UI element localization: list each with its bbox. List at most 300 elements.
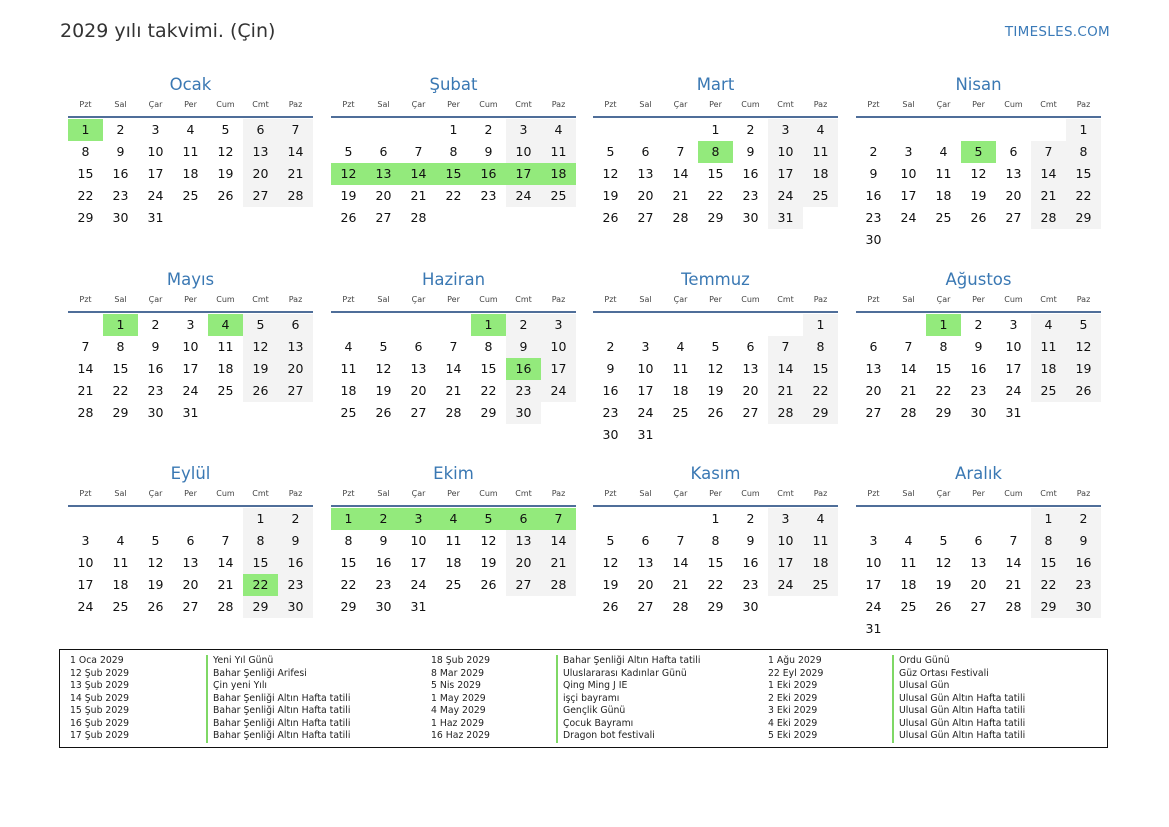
day-cell: 11 <box>182 144 199 159</box>
holiday-date: 22 Eyl 2029 <box>768 667 824 679</box>
day-cell: 28 <box>672 599 689 614</box>
day-cell: 11 <box>900 555 917 570</box>
weekday-label: Çar <box>936 100 951 109</box>
day-cell: 2 <box>869 144 878 159</box>
day-cell: 27 <box>243 185 278 207</box>
day-cell: 9 <box>151 339 160 354</box>
holiday-day-cell: 2 <box>366 508 401 530</box>
day-cell: 12 <box>243 336 278 358</box>
weekday-label: Pzt <box>342 100 355 109</box>
legend-name-column <box>206 655 350 743</box>
weekday-label: Sal <box>639 100 652 109</box>
day-cell: 23 <box>147 383 164 398</box>
day-cell: 16 <box>1066 552 1101 574</box>
day-cell: 25 <box>217 383 234 398</box>
holiday-legend <box>59 649 1108 748</box>
day-cell: 25 <box>445 577 462 592</box>
holiday-day-cell: 6 <box>506 508 541 530</box>
weekday-label: Pzt <box>604 100 617 109</box>
day-cell: 6 <box>278 314 313 336</box>
empty-cell <box>663 508 698 530</box>
day-cell: 14 <box>1005 555 1022 570</box>
empty-cell <box>996 119 1031 141</box>
holiday-name: Bahar Şenliği Altın Hafta tatili <box>206 718 350 731</box>
weekday-label: Paz <box>1076 295 1091 304</box>
day-cell: 12 <box>970 166 987 181</box>
day-cell: 14 <box>900 361 917 376</box>
weekday-label: Cmt <box>777 489 794 498</box>
day-cell: 15 <box>480 361 497 376</box>
day-cell: 1 <box>711 122 720 137</box>
month-name: Haziran <box>421 270 486 289</box>
day-cell: 17 <box>541 358 576 380</box>
day-cell: 15 <box>1066 163 1101 185</box>
day-cell: 26 <box>707 405 724 420</box>
day-cell: 18 <box>803 163 838 185</box>
day-cell: 25 <box>340 405 357 420</box>
holiday-name: Bahar Şenliği Altın Hafta tatili <box>206 693 350 706</box>
holiday-day-cell: 5 <box>471 508 506 530</box>
month-3 <box>593 74 838 229</box>
weekday-label: Sal <box>639 489 652 498</box>
day-cell: 11 <box>1031 336 1066 358</box>
month-name: Ağustos <box>945 270 1012 289</box>
weekday-label: Per <box>447 489 460 498</box>
day-cell: 17 <box>1005 361 1022 376</box>
day-cell: 24 <box>1005 383 1022 398</box>
holiday-date: 17 Şub 2029 <box>70 730 130 741</box>
month-name: Şubat <box>429 75 478 94</box>
day-cell: 3 <box>768 508 803 530</box>
day-cell: 27 <box>506 574 541 596</box>
day-cell: 4 <box>676 339 685 354</box>
day-cell: 1 <box>803 314 838 336</box>
day-cell: 27 <box>182 599 199 614</box>
empty-cell <box>68 508 103 530</box>
day-cell: 9 <box>1066 530 1101 552</box>
day-cell: 28 <box>77 405 94 420</box>
weekday-label: Pzt <box>604 295 617 304</box>
day-cell: 23 <box>742 577 759 592</box>
weekday-label: Cum <box>216 489 235 498</box>
day-cell: 5 <box>939 533 948 548</box>
day-cell: 16 <box>112 166 129 181</box>
empty-cell <box>628 314 663 336</box>
day-cell: 11 <box>541 141 576 163</box>
empty-cell <box>401 119 436 141</box>
day-cell: 29 <box>480 405 497 420</box>
day-cell: 26 <box>147 599 164 614</box>
weekday-label: Cmt <box>515 489 532 498</box>
empty-cell <box>891 314 926 336</box>
legend-name-column <box>556 655 700 743</box>
day-cell: 3 <box>186 317 195 332</box>
weekday-header <box>68 293 313 313</box>
day-cell: 31 <box>768 207 803 229</box>
day-cell: 24 <box>147 188 164 203</box>
day-grid <box>856 119 1101 251</box>
day-cell: 9 <box>506 336 541 358</box>
weekday-label: Sal <box>114 100 127 109</box>
day-cell: 4 <box>939 144 948 159</box>
day-cell: 19 <box>1066 358 1101 380</box>
day-cell: 25 <box>541 185 576 207</box>
day-cell: 25 <box>803 185 838 207</box>
day-cell: 27 <box>742 405 759 420</box>
day-cell: 11 <box>672 361 689 376</box>
day-cell: 31 <box>637 427 654 442</box>
holiday-date: 15 Şub 2029 <box>70 705 130 716</box>
day-cell: 17 <box>768 163 803 185</box>
day-cell: 13 <box>278 336 313 358</box>
weekday-header <box>856 487 1101 507</box>
day-cell: 6 <box>414 339 423 354</box>
weekday-header <box>68 487 313 507</box>
month-10 <box>331 463 576 618</box>
day-cell: 22 <box>480 383 497 398</box>
empty-cell <box>1031 119 1066 141</box>
day-cell: 18 <box>1031 358 1066 380</box>
weekday-label: Per <box>184 489 197 498</box>
holiday-date: 5 Nis 2029 <box>431 680 481 691</box>
day-cell: 19 <box>935 577 952 592</box>
holiday-day-cell: 7 <box>541 508 576 530</box>
day-cell: 8 <box>939 339 948 354</box>
day-cell: 14 <box>217 555 234 570</box>
empty-cell <box>733 314 768 336</box>
day-cell: 16 <box>602 383 619 398</box>
day-cell: 3 <box>151 122 160 137</box>
weekday-label: Per <box>447 100 460 109</box>
day-cell: 9 <box>869 166 878 181</box>
empty-cell <box>628 508 663 530</box>
day-cell: 5 <box>243 314 278 336</box>
day-cell: 8 <box>81 144 90 159</box>
holiday-day-cell: 14 <box>401 163 436 185</box>
holiday-name: Uluslararası Kadınlar Günü <box>556 668 700 681</box>
day-cell: 18 <box>182 166 199 181</box>
day-cell: 2 <box>606 339 615 354</box>
weekday-label: Cum <box>479 100 498 109</box>
empty-cell <box>996 508 1031 530</box>
empty-cell <box>856 119 891 141</box>
day-cell: 23 <box>1066 574 1101 596</box>
weekday-header <box>68 98 313 118</box>
day-cell: 16 <box>375 555 392 570</box>
weekday-label: Cum <box>1004 489 1023 498</box>
holiday-day-cell: 16 <box>471 163 506 185</box>
month-6 <box>331 269 576 424</box>
empty-cell <box>208 508 243 530</box>
day-cell: 19 <box>340 188 357 203</box>
holiday-date: 8 Mar 2029 <box>431 667 485 679</box>
day-cell: 10 <box>865 555 882 570</box>
day-cell: 7 <box>221 533 230 548</box>
day-cell: 26 <box>217 188 234 203</box>
holiday-date: 18 Şub 2029 <box>431 655 491 666</box>
day-cell: 2 <box>974 317 983 332</box>
day-cell: 17 <box>77 577 94 592</box>
day-cell: 8 <box>243 530 278 552</box>
weekday-label: Çar <box>673 100 688 109</box>
empty-cell <box>698 314 733 336</box>
month-name: Ekim <box>433 464 474 483</box>
day-cell: 20 <box>410 383 427 398</box>
holiday-date: 4 May 2029 <box>431 705 486 716</box>
day-cell: 29 <box>1066 207 1101 229</box>
day-cell: 10 <box>541 336 576 358</box>
day-cell: 4 <box>344 339 353 354</box>
day-cell: 5 <box>379 339 388 354</box>
day-cell: 28 <box>410 210 427 225</box>
day-cell: 30 <box>112 210 129 225</box>
day-cell: 20 <box>182 577 199 592</box>
day-cell: 7 <box>278 119 313 141</box>
day-cell: 18 <box>935 188 952 203</box>
holiday-name: Bahar Şenliği Altın Hafta tatili <box>206 705 350 718</box>
holiday-date: 4 Eki 2029 <box>768 717 818 729</box>
day-cell: 13 <box>742 361 759 376</box>
holiday-date: 1 May 2029 <box>431 692 486 704</box>
day-cell: 30 <box>375 599 392 614</box>
day-cell: 7 <box>676 144 685 159</box>
day-cell: 14 <box>77 361 94 376</box>
weekday-label: Per <box>709 489 722 498</box>
weekday-label: Çar <box>411 489 426 498</box>
day-cell: 28 <box>672 210 689 225</box>
day-cell: 29 <box>77 210 94 225</box>
day-cell: 6 <box>641 533 650 548</box>
weekday-label: Paz <box>1076 100 1091 109</box>
holiday-day-cell: 1 <box>68 119 103 141</box>
day-cell: 25 <box>182 188 199 203</box>
day-cell: 10 <box>506 141 541 163</box>
weekday-label: Sal <box>377 295 390 304</box>
weekday-label: Pzt <box>867 295 880 304</box>
day-cell: 23 <box>742 188 759 203</box>
day-cell: 6 <box>1009 144 1018 159</box>
month-name: Ocak <box>169 75 212 94</box>
day-cell: 23 <box>602 405 619 420</box>
legend-date-column <box>70 655 129 743</box>
day-cell: 22 <box>1031 574 1066 596</box>
day-cell: 29 <box>803 402 838 424</box>
day-cell: 11 <box>445 533 462 548</box>
day-cell: 13 <box>182 555 199 570</box>
day-cell: 24 <box>768 185 803 207</box>
day-cell: 13 <box>243 141 278 163</box>
empty-cell <box>961 508 996 530</box>
day-cell: 23 <box>970 383 987 398</box>
day-grid <box>68 314 313 424</box>
day-cell: 21 <box>77 383 94 398</box>
day-cell: 21 <box>1005 577 1022 592</box>
day-cell: 24 <box>637 405 654 420</box>
holiday-day-cell: 8 <box>698 141 733 163</box>
day-cell: 20 <box>742 383 759 398</box>
day-cell: 21 <box>217 577 234 592</box>
day-cell: 16 <box>970 361 987 376</box>
day-cell: 14 <box>672 166 689 181</box>
weekday-label: Cmt <box>252 100 269 109</box>
day-cell: 12 <box>147 555 164 570</box>
holiday-day-cell: 16 <box>506 358 541 380</box>
day-cell: 2 <box>746 122 755 137</box>
day-cell: 20 <box>375 188 392 203</box>
day-cell: 6 <box>379 144 388 159</box>
holiday-day-cell: 15 <box>436 163 471 185</box>
day-cell: 29 <box>112 405 129 420</box>
day-cell: 15 <box>243 552 278 574</box>
day-cell: 28 <box>445 405 462 420</box>
day-cell: 26 <box>602 599 619 614</box>
day-cell: 23 <box>480 188 497 203</box>
day-cell: 21 <box>900 383 917 398</box>
day-cell: 8 <box>116 339 125 354</box>
weekday-label: Pzt <box>342 489 355 498</box>
weekday-header <box>331 98 576 118</box>
weekday-label: Çar <box>411 295 426 304</box>
day-cell: 4 <box>803 119 838 141</box>
day-cell: 9 <box>746 533 755 548</box>
holiday-date: 1 Oca 2029 <box>70 655 124 666</box>
day-cell: 23 <box>278 574 313 596</box>
day-cell: 30 <box>742 210 759 225</box>
day-cell: 23 <box>375 577 392 592</box>
holiday-day-cell: 3 <box>401 508 436 530</box>
day-cell: 5 <box>344 144 353 159</box>
weekday-label: Sal <box>114 489 127 498</box>
day-cell: 12 <box>480 533 497 548</box>
day-cell: 20 <box>637 577 654 592</box>
day-cell: 24 <box>410 577 427 592</box>
weekday-label: Cum <box>216 100 235 109</box>
holiday-name: Güz Ortası Festivali <box>892 668 1025 681</box>
weekday-header <box>331 487 576 507</box>
day-cell: 19 <box>602 188 619 203</box>
empty-cell <box>593 314 628 336</box>
day-cell: 30 <box>278 596 313 618</box>
month-name: Kasım <box>690 464 741 483</box>
day-cell: 29 <box>707 599 724 614</box>
day-cell: 27 <box>865 405 882 420</box>
weekday-header <box>331 293 576 313</box>
day-cell: 24 <box>541 380 576 402</box>
day-cell: 11 <box>803 530 838 552</box>
weekday-label: Cum <box>741 295 760 304</box>
empty-cell <box>891 119 926 141</box>
day-cell: 9 <box>606 361 615 376</box>
page-title: 2029 yılı takvimi. (Çin) <box>60 20 276 42</box>
site-link[interactable]: TIMESLES.COM <box>1004 24 1110 40</box>
weekday-label: Pzt <box>79 489 92 498</box>
weekday-header <box>856 293 1101 313</box>
day-cell: 19 <box>970 188 987 203</box>
empty-cell <box>891 508 926 530</box>
holiday-day-cell: 17 <box>506 163 541 185</box>
day-cell: 12 <box>602 166 619 181</box>
weekday-label: Cum <box>479 295 498 304</box>
day-cell: 31 <box>147 210 164 225</box>
day-cell: 3 <box>904 144 913 159</box>
day-cell: 2 <box>1066 508 1101 530</box>
day-cell: 10 <box>77 555 94 570</box>
day-cell: 4 <box>803 508 838 530</box>
day-cell: 12 <box>1066 336 1101 358</box>
weekday-label: Cmt <box>1040 295 1057 304</box>
day-cell: 20 <box>637 188 654 203</box>
day-cell: 10 <box>182 339 199 354</box>
weekday-label: Sal <box>639 295 652 304</box>
day-cell: 14 <box>541 530 576 552</box>
empty-cell <box>68 314 103 336</box>
day-cell: 13 <box>865 361 882 376</box>
day-cell: 25 <box>112 599 129 614</box>
weekday-label: Paz <box>1076 489 1091 498</box>
empty-cell <box>593 508 628 530</box>
weekday-label: Cum <box>741 100 760 109</box>
day-grid <box>593 508 838 618</box>
legend-name-column <box>892 655 1025 743</box>
weekday-label: Çar <box>411 100 426 109</box>
day-cell: 9 <box>116 144 125 159</box>
day-cell: 4 <box>1031 314 1066 336</box>
weekday-label: Per <box>972 295 985 304</box>
weekday-label: Çar <box>673 489 688 498</box>
holiday-date: 14 Şub 2029 <box>70 692 130 704</box>
day-cell: 28 <box>768 402 803 424</box>
day-cell: 9 <box>484 144 493 159</box>
day-cell: 27 <box>410 405 427 420</box>
day-cell: 16 <box>865 188 882 203</box>
weekday-label: Sal <box>902 295 915 304</box>
weekday-label: Per <box>972 489 985 498</box>
holiday-day-cell: 1 <box>331 508 366 530</box>
weekday-label: Sal <box>377 100 390 109</box>
day-cell: 26 <box>340 210 357 225</box>
day-cell: 17 <box>900 188 917 203</box>
legend-date-column <box>431 655 490 743</box>
day-cell: 4 <box>904 533 913 548</box>
holiday-name: Bahar Şenliği Altın Hafta tatili <box>556 655 700 668</box>
day-cell: 31 <box>1005 405 1022 420</box>
day-cell: 11 <box>340 361 357 376</box>
weekday-header <box>593 487 838 507</box>
weekday-label: Cum <box>741 489 760 498</box>
empty-cell <box>926 508 961 530</box>
day-cell: 8 <box>1031 530 1066 552</box>
day-cell: 22 <box>340 577 357 592</box>
day-cell: 17 <box>637 383 654 398</box>
day-cell: 1 <box>711 511 720 526</box>
weekday-label: Pzt <box>342 295 355 304</box>
day-cell: 28 <box>900 405 917 420</box>
weekday-label: Cmt <box>252 295 269 304</box>
day-cell: 18 <box>803 552 838 574</box>
day-cell: 7 <box>414 144 423 159</box>
weekday-label: Per <box>447 295 460 304</box>
holiday-name: Bahar Şenliği Altın Hafta tatili <box>206 730 350 743</box>
day-cell: 2 <box>278 508 313 530</box>
day-cell: 16 <box>147 361 164 376</box>
weekday-label: Pzt <box>79 100 92 109</box>
empty-cell <box>856 314 891 336</box>
holiday-day-cell: 22 <box>243 574 278 596</box>
weekday-label: Sal <box>902 489 915 498</box>
day-cell: 11 <box>803 141 838 163</box>
day-cell: 10 <box>1005 339 1022 354</box>
day-cell: 6 <box>641 144 650 159</box>
